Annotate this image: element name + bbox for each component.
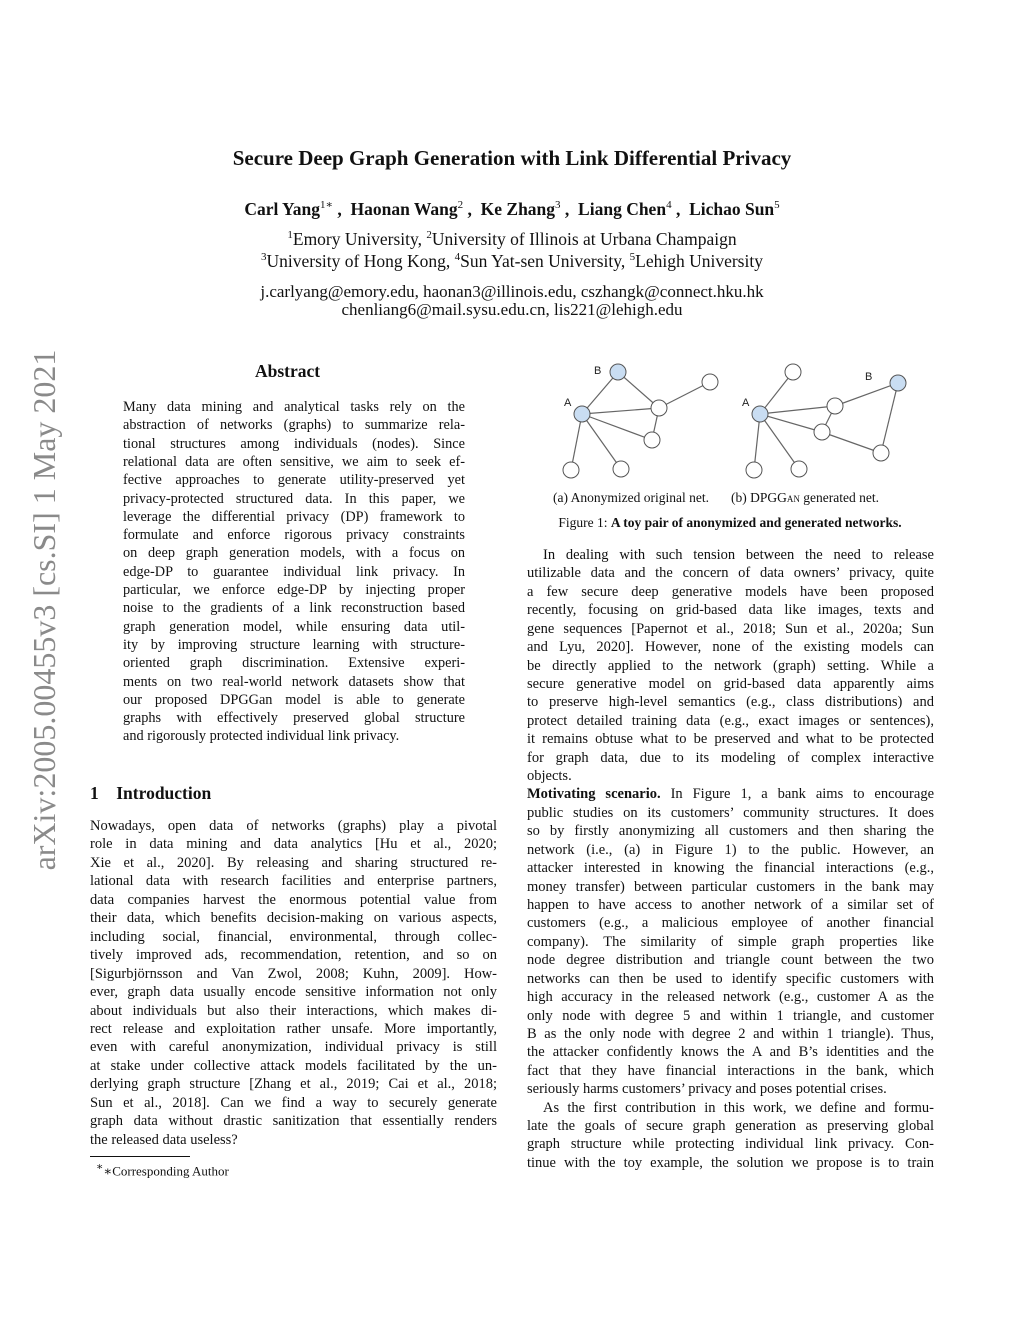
text-line: so by firstly anonymizing all customers and then sharing the	[527, 823, 934, 840]
text-line: customers (e.g., a malicious employee of another financial	[527, 915, 934, 932]
author-sup: 5	[774, 199, 780, 211]
text-line: gene sequences [Papernot et al., 2018; Sun et al., 2020a; Sun	[527, 620, 934, 637]
text-line: noise to the gradients of a link reconstruction based	[123, 600, 465, 617]
text-line: lational data with research facilities and enterprise partners,	[90, 873, 497, 890]
node	[644, 432, 660, 448]
edge	[881, 383, 898, 453]
text-line: protect detailed training data (e.g., exact images or sentences),	[527, 712, 934, 729]
text-line: In dealing with such tension between the need to release	[543, 547, 934, 563]
author-sup: 2	[457, 199, 464, 211]
text-line: seriously harms customers’ privacy and poses potential crises.	[527, 1081, 887, 1098]
text-line: rect release and exploitation rather unsafe. More importantly,	[90, 1020, 497, 1037]
text-line: our proposed DPGGan model is able to generate	[123, 691, 465, 708]
text-line: Many data mining and analytical tasks rely on the	[123, 399, 465, 415]
text-line: Nowadays, open data of networks (graphs) play a pivotal	[90, 818, 497, 834]
author-sup: 1∗	[320, 199, 333, 211]
text-line: Xie et al., 2020]. By releasing and sharing structured re-	[90, 854, 497, 871]
text-line: graphs with effectively preserved global structure	[123, 710, 465, 727]
text-line: company). The similarity of simple graph properties like	[527, 933, 934, 950]
text-line: relational data are often sensitive, we aim to seek ef-	[123, 453, 465, 470]
text-line: ity by improving structure learning with structure-	[123, 636, 465, 653]
text-line: edge-DP to guarantee individual link privacy. In	[123, 563, 465, 580]
footnote-divider	[90, 1156, 190, 1157]
affiliation-text: Emory University,	[292, 229, 427, 249]
affiliation-text: Sun Yat-sen University,	[460, 251, 630, 271]
text-line: role in data mining and data analytics [Hu et al., 2020;	[90, 836, 497, 853]
figure-caption	[530, 515, 930, 531]
node-b-highlight	[890, 375, 906, 391]
text-line: happen to have access to another network of a similar set of	[527, 896, 934, 913]
text-line: attacker interested in knowing the financial interactions (e.g.,	[527, 860, 934, 877]
text-line: fact that they have financial interactions in the bank, which	[527, 1062, 934, 1079]
edge	[571, 414, 582, 470]
text-line: formulate and enforce rigorous privacy constraints	[123, 527, 465, 544]
author-name: Ke Zhang	[480, 198, 556, 219]
footnote: ∗∗Corresponding Author	[96, 1161, 229, 1179]
author-sup: 3	[555, 199, 561, 211]
affiliation-text: University of Illinois at Urbana Champaign	[431, 229, 737, 249]
text-line: late the goals of secure graph generation as preserving global	[527, 1118, 934, 1135]
text-line: oriented graph discrimination. Extensive experi-	[123, 655, 465, 672]
affiliation-text: Lehigh University	[635, 251, 763, 271]
author-sup: 4	[666, 199, 672, 211]
author-name: Liang Chen	[578, 198, 667, 219]
node-label: A	[564, 397, 572, 409]
figure-1-networks	[560, 360, 940, 480]
subcaption-b	[731, 490, 879, 506]
node	[613, 461, 629, 477]
text-line: graph data without drastic sanitization that essentially renders	[90, 1113, 497, 1130]
text-line: public studies on its customers’ community structures. It does	[527, 804, 934, 821]
node	[827, 398, 843, 414]
edge	[582, 414, 621, 469]
text-line: Sun et al., 2018]. Can we find a way to securely generate	[90, 1094, 497, 1111]
text-line: abstraction of networks (graphs) to summarize rela-	[123, 417, 465, 434]
node-a-highlight	[752, 406, 768, 422]
text-line: about individuals but also their interactions, which makes di-	[90, 1002, 497, 1019]
text-line: even with careful anonymization, individual privacy is still	[90, 1039, 497, 1056]
text-line: B as the only node with degree 2 and within 1 triangle). Thus,	[527, 1025, 934, 1042]
text-line: ever, graph data usually encode sensitive information not only	[90, 984, 497, 1001]
text-line: to preserve high-level semantics (e.g., class distributions) and	[527, 694, 934, 711]
text-line: graph generation model, while ensuring data util-	[123, 618, 465, 635]
node-b-highlight	[610, 364, 626, 380]
text-line: [Sigurbjörnsson and Van Zwol, 2008; Kuhn, 2009]. How-	[90, 965, 497, 982]
node	[814, 424, 830, 440]
text-line: money transfer) between particular customers in the bank may	[527, 878, 934, 895]
text-line: high accuracy in the released network (e.g., customer A as the	[527, 989, 934, 1006]
edge	[760, 414, 822, 432]
node	[785, 364, 801, 380]
author-name: Haonan Wang	[350, 198, 458, 219]
text-line: only node with degree 5 and within 1 triangle, and customer	[527, 1007, 934, 1024]
paper-title: Secure Deep Graph Generation with Link Differential Privacy	[232, 146, 792, 170]
figure-caption-label: Figure 1:	[558, 515, 611, 530]
network-b-nodes	[746, 364, 906, 478]
text-line: Motivating scenario. In Figure 1, a bank aims to encourage	[527, 786, 935, 803]
text-line: on deep graph generation models, with a focus on	[123, 545, 465, 562]
text-line: ments on two real-world network datasets show that	[123, 673, 465, 690]
affiliation-text: University of Hong Kong,	[266, 251, 455, 271]
text-line: graph structure while protecting individual link privacy. Con-	[527, 1136, 934, 1153]
text-line: including social, financial, environmental, through collec-	[90, 928, 497, 945]
text-line: fective approaches to generate utility-preserved yet	[123, 472, 465, 489]
subcaption-b-prefix: (b) DPGG	[731, 490, 787, 505]
text-line: tively improved ads, recommendation, retention, and so on	[90, 947, 497, 964]
text-line: utilizable data and the concern of data owners’ privacy, quite	[527, 565, 934, 582]
abstract-heading: Abstract	[255, 361, 321, 381]
author-name: Lichao Sun	[689, 198, 775, 219]
edge	[582, 408, 659, 414]
text-line: the released data useless?	[90, 1131, 238, 1148]
affiliation-sup: 4	[454, 251, 461, 264]
text-line: secure generative model on grid-based data apparently aims	[527, 675, 934, 692]
edge	[659, 382, 710, 408]
email-line: j.carlyang@emory.edu, haonan3@illinois.edu, cszhangk@connect.hku.hk	[260, 282, 764, 301]
subcaption-a: (a) Anonymized original net.	[553, 490, 709, 505]
text-line: and Lyu, 2020]. However, none of the existing models can	[527, 639, 934, 656]
subcaption-b-suffix: generated net.	[799, 490, 879, 505]
text-line: leverage the differential privacy (DP) framework to	[123, 508, 465, 525]
node	[873, 445, 889, 461]
text-line: for graph data, due to its modeling of complex interactive	[527, 749, 934, 766]
node	[791, 461, 807, 477]
text-line: privacy-protected structured data. In this paper, we	[123, 490, 465, 507]
affiliation-sup: 3	[261, 251, 267, 264]
node-label: B	[594, 365, 602, 377]
text-line: particular, we enforce edge-DP by injecting proper	[123, 582, 465, 598]
text-line: and rigorously protected individual link privacy.	[123, 728, 400, 745]
text-line: at stake under collective attack models facilitated by the un-	[90, 1057, 497, 1074]
affiliation-sup: 5	[629, 251, 636, 264]
text-line: recently, focusing on grid-based data like images, texts and	[527, 602, 934, 619]
affiliation-line	[0, 251, 1024, 272]
node	[746, 462, 762, 478]
text-line: networks can then be used to identify specific customers with	[527, 970, 934, 987]
affiliation-sup: 2	[426, 229, 432, 242]
footnote-text: ∗Corresponding Author	[103, 1163, 229, 1179]
paragraph-heading: Motivating scenario.	[527, 786, 661, 803]
text-line: network (i.e., (a) in Figure 1) to the public. However, an	[527, 841, 934, 858]
edge	[582, 414, 652, 440]
subcaption-b-smallcaps: an	[786, 490, 800, 505]
text-line: tional structures among individuals (nodes). Since	[123, 435, 465, 452]
text-line: be directly applied to the network (graph) setting. While a	[527, 657, 934, 674]
text-line: derlying graph structure [Zhang et al., 2019; Cai et al., 2018;	[90, 1076, 497, 1093]
node	[651, 400, 667, 416]
section-heading-introduction: 1 Introduction	[90, 783, 212, 803]
text-line: node degree distribution and triangle count between the two	[527, 952, 934, 969]
node	[563, 462, 579, 478]
author-list: Carl Yang$^{1∗}$ , Haonan Wang$^2$ , Ke Zhang$^3$ , Liang Chen$^4$ , Lichao Sun$^5$	[244, 198, 780, 219]
network-a-nodes	[563, 364, 718, 478]
node	[702, 374, 718, 390]
text-line: objects.	[527, 768, 572, 785]
email-line: chenliang6@mail.sysu.edu.cn, lis221@lehigh.edu	[341, 300, 683, 319]
arxiv-identifier: arXiv:2005.00455v3 [cs.SI] 1 May 2021	[26, 349, 62, 871]
text-line: a few secure deep generative models have been proposed	[527, 583, 934, 600]
text-line: it remains obtuse what to be preserved and what to be protected	[527, 731, 934, 748]
node-label: A	[742, 397, 750, 409]
network-a-edges	[571, 372, 710, 470]
text-line: As the first contribution in this work, we define and formu-	[543, 1099, 934, 1116]
node-a-highlight	[574, 406, 590, 422]
affiliation-line	[0, 229, 1024, 250]
text-line: data companies harvest the enormous potential value from	[90, 891, 497, 908]
affiliation-sup: 1	[287, 229, 293, 242]
text-line: the attacker confidently knows the A and B’s identities and the	[527, 1044, 934, 1061]
text-line: their data, which benefits decision-making on various aspects,	[90, 910, 497, 927]
text-line: tinue with the toy example, the solution we propose is to train	[527, 1154, 934, 1171]
figure-caption-text: A toy pair of anonymized and generated networks.	[610, 515, 902, 530]
author-name: Carl Yang	[244, 198, 320, 219]
edge	[760, 406, 835, 414]
edge	[760, 414, 799, 469]
node-label: B	[865, 371, 873, 383]
edge	[835, 383, 898, 406]
edge	[822, 432, 881, 453]
